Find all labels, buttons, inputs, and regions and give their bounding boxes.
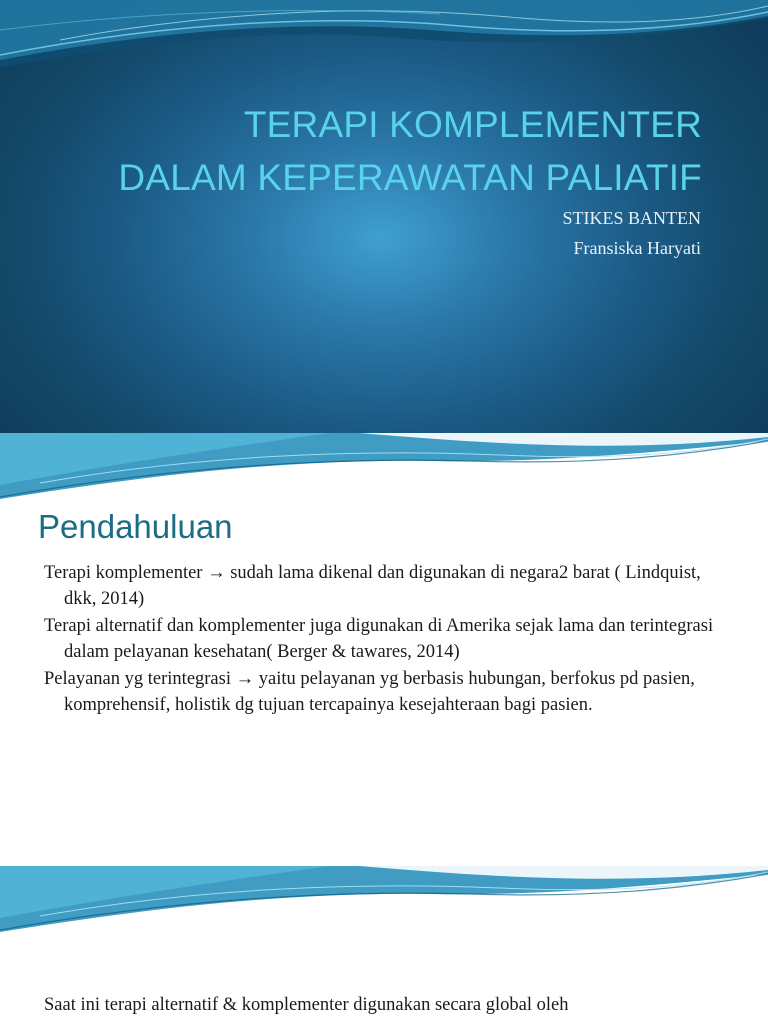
wave-decoration <box>0 0 768 80</box>
third-slide <box>0 866 768 1024</box>
title-slide <box>0 0 768 433</box>
wave-decoration <box>0 866 768 941</box>
bullet-list <box>44 992 734 1019</box>
slide-title-line-2: DALAM KEPERAWATAN PALIATIF <box>118 157 702 198</box>
bullet-item: Saat ini terapi alternatif & komplementer digunakan secara global oleh <box>44 995 569 1015</box>
slide-heading: Pendahuluan <box>38 508 233 545</box>
bullet-item: Terapi komplementer → sudah lama dikenal dan digunakan di negara2 barat ( Lindquist, dkk, 2014) <box>44 563 701 609</box>
bullet-item: Pelayanan yg terintegrasi → yaitu pelayanan yg berbasis hubungan, berfokus pd pasien, komprehensif, holistik dg tujuan tercapainya kesejahteraan bagi pasien. <box>44 669 695 715</box>
slide-subtitle-author: Fransiska Haryati <box>573 238 701 258</box>
bullet-list <box>44 560 734 719</box>
bullet-item: Terapi alternatif dan komplementer juga digunakan di Amerika sejak lama dan terintegrasi dalam pelayanan kesehatan( Berger & tawares, 2014) <box>44 616 714 662</box>
slide-subtitle-institution: STIKES BANTEN <box>562 208 701 228</box>
slide-title-line-1: TERAPI KOMPLEMENTER <box>243 104 702 145</box>
intro-slide <box>0 433 768 866</box>
wave-decoration <box>0 433 768 508</box>
